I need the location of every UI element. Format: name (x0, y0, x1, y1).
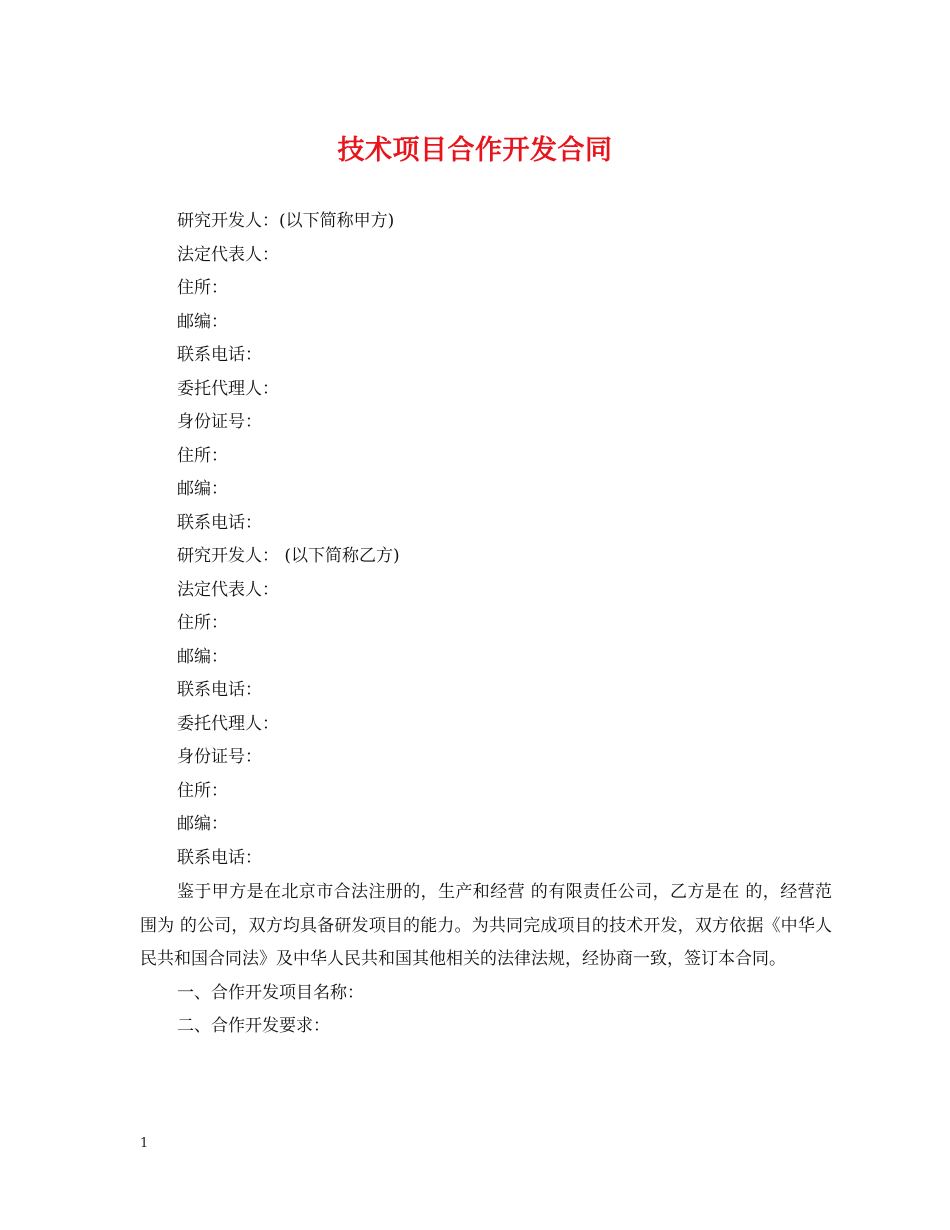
party-info-block (177, 205, 837, 875)
party-b-agent-address: 住所： (177, 780, 228, 801)
party-b-postcode: 邮编： (177, 646, 228, 667)
party-b-heading: 研究开发人： (以下简称乙方) (177, 546, 400, 566)
party-b-id-number: 身份证号： (177, 747, 262, 767)
party-a-address: 住所： (177, 278, 228, 298)
contract-body (140, 876, 832, 1044)
party-b-agent: 委托代理人： (177, 713, 279, 734)
party-b-agent-postcode: 邮编： (177, 814, 228, 834)
section-heading-2: 二、合作开发要求： (177, 1016, 330, 1036)
party-a-agent: 委托代理人： (177, 378, 279, 399)
contract-title: 技术项目合作开发合同 (337, 135, 613, 166)
page-number: 1 (140, 1136, 149, 1151)
party-a-agent-phone: 联系电话： (177, 512, 262, 533)
party-a-legal-rep: 法定代表人： (177, 244, 279, 265)
party-a-agent-address: 住所： (177, 445, 228, 466)
party-a-postcode: 邮编： (177, 311, 228, 332)
section-heading-1: 一、合作开发项目名称： (177, 982, 364, 1003)
party-a-id-number: 身份证号： (177, 412, 262, 432)
party-b-legal-rep: 法定代表人： (177, 579, 279, 600)
party-b-address: 住所： (177, 613, 228, 633)
party-a-agent-postcode: 邮编： (177, 479, 228, 499)
party-a-phone: 联系电话： (177, 345, 262, 365)
party-b-agent-phone: 联系电话： (177, 847, 262, 868)
party-a-heading: 研究开发人：(以下简称甲方) (177, 211, 395, 231)
party-b-phone: 联系电话： (177, 680, 262, 700)
preamble-paragraph: 鉴于甲方是在北京市合法注册的，生产和经营 的有限责任公司，乙方是在 的，经营范围为 的公司，双方均具备研发项目的能力。为共同完成项目的技术开发，双方依据《中华人民共和国合同法》及中华人民共和国其他相关的法律法规，经协商一致，签订本合同。 (140, 882, 832, 969)
